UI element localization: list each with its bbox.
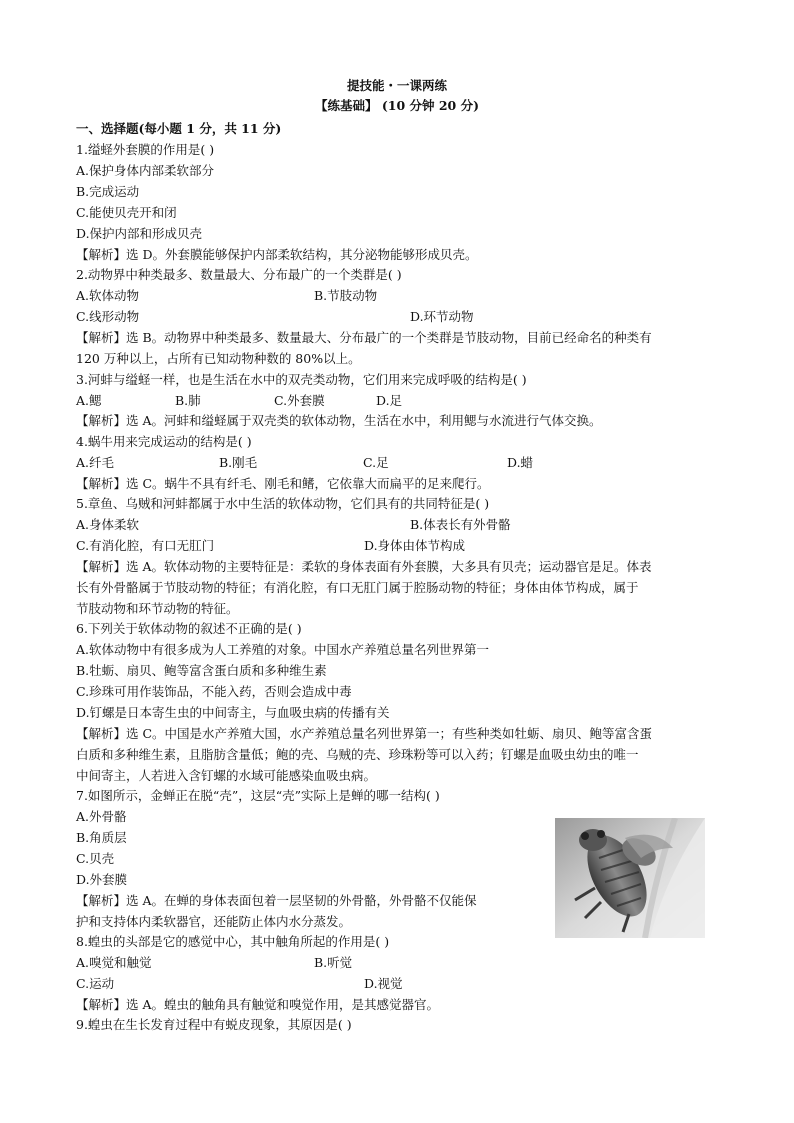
question-3-option-c: C.外套膜 bbox=[274, 393, 325, 408]
question-2-option-a: A.软体动物 bbox=[76, 288, 140, 303]
question-2-option-b: B.节肢动物 bbox=[314, 288, 378, 303]
question-5-stem: 5.章鱼、乌贼和河蚌都属于水中生活的软体动物，它们具有的共同特征是( ) bbox=[76, 496, 490, 511]
question-3-option-b: B.肺 bbox=[175, 393, 201, 408]
question-5-option-c: C.有消化腔，有口无肛门 bbox=[76, 538, 215, 553]
page-subtitle: 【练基础】 (10 分钟 20 分) bbox=[314, 98, 480, 113]
cicada-molting-photo bbox=[555, 818, 705, 938]
question-4-option-a: A.纤毛 bbox=[76, 455, 115, 470]
question-6-option-c: C.珍珠可用作装饰品，不能入药，否则会造成中毒 bbox=[76, 684, 352, 699]
question-8-stem: 8.蝗虫的头部是它的感觉中心，其中触角所起的作用是( ) bbox=[76, 934, 390, 949]
question-8-analysis: 【解析】选 A。蝗虫的触角具有触觉和嗅觉作用，是其感觉器官。 bbox=[76, 997, 440, 1012]
question-2-option-d: D.环节动物 bbox=[410, 309, 474, 324]
question-8-option-d: D.视觉 bbox=[364, 976, 403, 991]
question-5-analysis-line-1: 【解析】选 A。软体动物的主要特征是：柔软的身体表面有外套膜，大多具有贝壳；运动器官是足。体表 bbox=[76, 559, 652, 574]
question-1-option-c: C.能使贝壳开和闭 bbox=[76, 205, 177, 220]
question-6-analysis-line-3: 中间寄主，人若进入含钉螺的水域可能感染血吸虫病。 bbox=[76, 768, 377, 783]
section-heading: 一、选择题(每小题 1 分，共 11 分) bbox=[76, 121, 282, 136]
question-4-option-b: B.刚毛 bbox=[219, 455, 258, 470]
question-2-analysis-line-2: 120 万种以上，占所有已知动物种数的 80%以上。 bbox=[76, 351, 361, 366]
question-7-analysis-line-1: 【解析】选 A。在蝉的身体表面包着一层坚韧的外骨骼，外骨骼不仅能保 bbox=[76, 893, 477, 908]
question-2-stem: 2.动物界中种类最多、数量最大、分布最广的一个类群是( ) bbox=[76, 267, 402, 282]
question-6-analysis-line-1: 【解析】选 C。中国是水产养殖大国，水产养殖总量名列世界第一；有些种类如牡蛎、扇贝、鲍等富含蛋 bbox=[76, 726, 653, 741]
question-6-analysis-line-2: 白质和多种维生素，且脂肪含量低；鲍的壳、乌贼的壳、珍珠粉等可以入药；钉螺是血吸虫幼虫的唯一 bbox=[76, 747, 639, 762]
question-6-option-d: D.钉螺是日本寄生虫的中间寄主，与血吸虫病的传播有关 bbox=[76, 705, 390, 720]
question-1-option-a: A.保护身体内部柔软部分 bbox=[76, 163, 215, 178]
question-1-stem: 1.缢蛏外套膜的作用是( ) bbox=[76, 142, 215, 157]
question-8-option-c: C.运动 bbox=[76, 976, 115, 991]
question-4-stem: 4.蜗牛用来完成运动的结构是( ) bbox=[76, 434, 252, 449]
question-3-stem: 3.河蚌与缢蛏一样，也是生活在水中的双壳类动物，它们用来完成呼吸的结构是( ) bbox=[76, 372, 527, 387]
question-7-option-d: D.外套膜 bbox=[76, 872, 128, 887]
question-3-option-d: D.足 bbox=[376, 393, 403, 408]
question-3-option-a: A.鳃 bbox=[76, 393, 102, 408]
page-title: 提技能・一课两练 bbox=[346, 78, 447, 93]
question-4-option-d: D.蜡 bbox=[507, 455, 534, 470]
question-5-option-a: A.身体柔软 bbox=[76, 517, 140, 532]
question-5-option-b: B.体表长有外骨骼 bbox=[410, 517, 511, 532]
question-1-option-b: B.完成运动 bbox=[76, 184, 140, 199]
question-6-option-a: A.软体动物中有很多成为人工养殖的对象。中国水产养殖总量名列世界第一 bbox=[76, 642, 490, 657]
question-1-option-d: D.保护内部和形成贝壳 bbox=[76, 226, 203, 241]
question-7-option-b: B.角质层 bbox=[76, 830, 127, 845]
question-6-stem: 6.下列关于软体动物的叙述不正确的是( ) bbox=[76, 621, 302, 636]
question-3-analysis: 【解析】选 A。河蚌和缢蛏属于双壳类的软体动物，生活在水中，利用鳃与水流进行气体交换。 bbox=[76, 413, 602, 428]
question-2-analysis-line-1: 【解析】选 B。动物界中种类最多、数量最大、分布最广的一个类群是节肢动物，目前已经命名的种类有 bbox=[76, 330, 652, 345]
question-7-option-a: A.外骨骼 bbox=[76, 809, 127, 824]
question-5-analysis-line-2: 长有外骨骼属于节肢动物的特征；有消化腔，有口无肛门属于腔肠动物的特征；身体由体节构成，属于 bbox=[76, 580, 639, 595]
question-7-stem: 7.如图所示，金蝉正在脱“壳”，这层“壳”实际上是蝉的哪一结构( ) bbox=[76, 788, 440, 803]
question-4-option-c: C.足 bbox=[363, 455, 389, 470]
question-1-analysis: 【解析】选 D。外套膜能够保护内部柔软结构，其分泌物能够形成贝壳。 bbox=[76, 247, 478, 262]
question-7-analysis-line-2: 护和支持体内柔软器官，还能防止体内水分蒸发。 bbox=[76, 914, 352, 929]
question-5-option-d: D.身体由体节构成 bbox=[364, 538, 466, 553]
question-9-stem: 9.蝗虫在生长发育过程中有蜕皮现象，其原因是( ) bbox=[76, 1017, 352, 1032]
question-6-option-b: B.牡蛎、扇贝、鲍等富含蛋白质和多种维生素 bbox=[76, 663, 327, 678]
question-5-analysis-line-3: 节肢动物和环节动物的特征。 bbox=[76, 601, 239, 616]
question-8-option-b: B.听觉 bbox=[314, 955, 353, 970]
question-2-option-c: C.线形动物 bbox=[76, 309, 140, 324]
question-4-analysis: 【解析】选 C。蜗牛不具有纤毛、刚毛和鳍，它依靠大而扁平的足来爬行。 bbox=[76, 476, 490, 491]
question-8-option-a: A.嗅觉和触觉 bbox=[76, 955, 152, 970]
question-7-option-c: C.贝壳 bbox=[76, 851, 115, 866]
